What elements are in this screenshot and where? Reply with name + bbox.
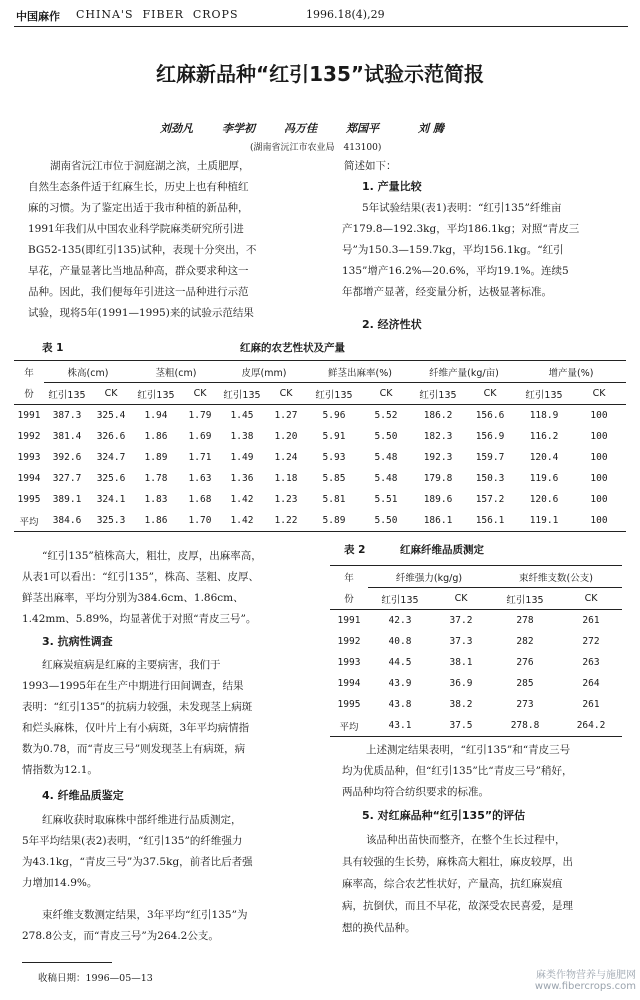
header-rule xyxy=(14,26,628,27)
author: 冯万佳 xyxy=(284,122,317,135)
table1-cell: 1.70 xyxy=(180,510,220,532)
table1-row xyxy=(14,405,626,427)
table1-cell: 5.85 xyxy=(322,473,346,484)
yield-line: 号”为150.3—159.7kg，平均156.1kg。“红引 xyxy=(342,244,564,256)
table1-subheader: CK xyxy=(464,383,516,405)
table1-cell: 157.2 xyxy=(475,494,505,505)
table2-year-cell: 1991 xyxy=(337,615,361,626)
table1-year-header: 份 xyxy=(14,383,44,405)
body-line: 5年平均结果(表2)表明，“红引135”的纤维强力 xyxy=(22,835,243,847)
table2-body xyxy=(330,610,622,737)
affiliation: (湖南省沅江市农业局 413100) xyxy=(250,143,382,153)
table2-cell: 263 xyxy=(582,657,600,668)
table1-cell: 384.6 xyxy=(44,510,90,532)
table1-cell: 189.6 xyxy=(423,494,453,505)
table1-group-label: 茎粗(cm) xyxy=(132,361,220,383)
table1-cell: 1.42 xyxy=(220,510,264,532)
table2-cell: 37.5 xyxy=(432,715,490,737)
table2-row xyxy=(330,694,622,715)
body-line: 想的换代品种。 xyxy=(342,922,416,934)
table1-cell: 119.1 xyxy=(516,510,572,532)
table1-cell: 327.7 xyxy=(52,473,82,484)
table1-group-label: 增产量(%) xyxy=(516,361,626,383)
table1-cell: 381.4 xyxy=(52,431,82,442)
table1-row xyxy=(14,468,626,489)
table1 xyxy=(14,360,626,532)
table1-year-cell: 1995 xyxy=(17,494,41,505)
table1-cell: 1.79 xyxy=(188,410,212,421)
table1-cell: 1.71 xyxy=(188,452,212,463)
table1-sub-header xyxy=(14,383,626,405)
body-line: 情指数为12.1。 xyxy=(22,764,98,776)
table2-year-header: 份 xyxy=(330,588,368,610)
table1-cell: 5.89 xyxy=(308,510,360,532)
body-line: 1.42mm、5.89%，均显著优于对照“青皮三号”。 xyxy=(22,613,257,625)
table1-cell: 324.7 xyxy=(96,452,126,463)
table1-label: 表 1 xyxy=(42,342,64,354)
table2-cell: 264 xyxy=(582,678,600,689)
table1-cell: 1.69 xyxy=(188,431,212,442)
issue-number: 1996.18(4),29 xyxy=(306,8,385,21)
table2-row xyxy=(330,610,622,632)
table1-cell: 150.3 xyxy=(475,473,505,484)
table1-row xyxy=(14,510,626,532)
running-header xyxy=(16,6,626,24)
table2-cell: 43.9 xyxy=(388,678,412,689)
table1-cell: 326.6 xyxy=(96,431,126,442)
table1-cell: 5.50 xyxy=(360,510,412,532)
table1-cell: 5.93 xyxy=(322,452,346,463)
author: 刘 腾 xyxy=(418,122,444,135)
section-heading-disease: 3. 抗病性调查 xyxy=(42,635,113,648)
author: 李学初 xyxy=(222,122,255,135)
table2-caption: 红麻纤维品质测定 xyxy=(400,544,484,556)
watermark-line: www.fibercrops.com xyxy=(534,981,636,992)
table1-subheader: CK xyxy=(572,383,626,405)
table2-cell: 276 xyxy=(516,657,534,668)
table2-subheader: CK xyxy=(560,588,622,610)
yield-line: 产179.8—192.3kg，平均186.1kg；对照“青皮三 xyxy=(342,223,580,235)
journal-title-en: CHINA'S FIBER CROPS xyxy=(76,8,239,21)
table1-group-header xyxy=(14,361,626,383)
body-line: 均为优质品种，但“红引135”比“青皮三号”稍好， xyxy=(342,765,573,777)
table2-cell: 261 xyxy=(582,699,600,710)
section-heading-fiber-quality: 4. 纤维品质鉴定 xyxy=(42,789,124,802)
table1-cell: 156.1 xyxy=(464,510,516,532)
table1-year-header: 年 xyxy=(14,361,44,383)
table2 xyxy=(330,565,622,737)
table1-year-cell: 1992 xyxy=(17,431,41,442)
table1-caption: 红麻的农艺性状及产量 xyxy=(240,342,345,354)
body-line: 数为0.78，而“青皮三号”则发现茎上有病斑，病 xyxy=(22,743,246,755)
table1-subheader: CK xyxy=(360,383,412,405)
author: 郑国平 xyxy=(346,122,379,135)
body-line: 红麻收获时取麻株中部纤维进行品质测定， xyxy=(42,814,242,826)
section-heading-yield: 1. 产量比较 xyxy=(362,180,422,193)
table2-cell: 43.8 xyxy=(388,699,412,710)
body-line: 上述测定结果表明，“红引135”和“青皮三号 xyxy=(366,744,571,756)
table1-subheader: CK xyxy=(180,383,220,405)
table1-cell: 1.38 xyxy=(230,431,254,442)
table2-cell: 261 xyxy=(582,615,600,626)
body-line: 表明：“红引135”的抗病力较强，未发现茎上病斑 xyxy=(22,701,253,713)
table2-cell: 43.1 xyxy=(368,715,432,737)
table1-cell: 392.6 xyxy=(52,452,82,463)
table2-row xyxy=(330,673,622,694)
received-date: 收稿日期：1996—05—13 xyxy=(38,973,153,984)
body-line: 红麻炭疽病是红麻的主要病害，我们于 xyxy=(42,659,221,671)
table2-cell: 37.3 xyxy=(449,636,473,647)
intro-continuation: 简述如下： xyxy=(344,160,397,172)
table1-cell: 120.4 xyxy=(529,452,559,463)
table1-cell: 1.86 xyxy=(132,510,180,532)
table2-group-label: 纤维强力(kg/g) xyxy=(368,566,490,588)
table2-row xyxy=(330,631,622,652)
section-heading-evaluation: 5. 对红麻品种“红引135”的评估 xyxy=(362,809,526,822)
table1-subheader: 红引135 xyxy=(132,383,180,405)
table2-subheader: CK xyxy=(432,588,490,610)
table1-cell: 1.83 xyxy=(144,494,168,505)
table1-year-cell: 1991 xyxy=(17,410,41,421)
table2-row xyxy=(330,652,622,673)
table1-cell: 100 xyxy=(590,473,608,484)
table1-cell: 116.2 xyxy=(529,431,559,442)
table1-cell: 1.27 xyxy=(274,410,298,421)
table2-cell: 264.2 xyxy=(560,715,622,737)
table1-cell: 5.91 xyxy=(322,431,346,442)
table1-group-label: 鲜茎出麻率(%) xyxy=(308,361,412,383)
body-line: 束纤维支数测定结果，3年平均“红引135”为 xyxy=(42,909,248,921)
table1-row xyxy=(14,489,626,510)
table1-cell: 118.9 xyxy=(529,410,559,421)
yield-line: 135”增产16.2%—20.6%，平均19.1%。连续5 xyxy=(342,265,569,277)
table2-year-cell: 1994 xyxy=(337,678,361,689)
body-line: 具有较强的生长势，麻株高大粗壮，麻皮较厚，出 xyxy=(342,856,573,868)
table2-group-header xyxy=(330,566,622,588)
body-line: 1993—1995年在生产中期进行田间调查，结果 xyxy=(22,680,244,692)
table1-cell: 5.51 xyxy=(374,494,398,505)
table1-cell: 1.89 xyxy=(144,452,168,463)
table2-year-cell: 1995 xyxy=(337,699,361,710)
intro-line: 品种。因此，我们便每年引进这一品种进行示范 xyxy=(28,286,249,298)
table2-subheader: 红引135 xyxy=(368,588,432,610)
table1-cell: 1.86 xyxy=(144,431,168,442)
watermark-line: 麻类作物营养与施肥网 xyxy=(536,970,636,981)
table1-cell: 1.49 xyxy=(230,452,254,463)
table1-cell: 186.2 xyxy=(423,410,453,421)
table1-row xyxy=(14,426,626,447)
body-line: 为43.1kg，“青皮三号”为37.5kg，前者比后者强 xyxy=(22,856,253,868)
watermark xyxy=(506,966,636,992)
intro-line: 试验，现将5年(1991—1995)来的试验示范结果 xyxy=(28,307,254,319)
table2-cell: 278 xyxy=(516,615,534,626)
author: 刘劲凡 xyxy=(160,122,193,135)
table2-cell: 38.2 xyxy=(449,699,473,710)
table1-cell: 159.7 xyxy=(475,452,505,463)
table1-cell: 1.45 xyxy=(230,410,254,421)
table2-cell: 37.2 xyxy=(449,615,473,626)
article-title: 红麻新品种“红引135”试验示范简报 xyxy=(155,62,485,86)
table1-cell: 325.6 xyxy=(96,473,126,484)
body-line: 从表1可以看出：“红引135”，株高、茎粗、皮厚、 xyxy=(22,571,259,583)
table2-cell: 273 xyxy=(516,699,534,710)
table1-subheader: 红引135 xyxy=(220,383,264,405)
table1-cell: 120.6 xyxy=(529,494,559,505)
table1-cell: 100 xyxy=(590,410,608,421)
table2-label: 表 2 xyxy=(344,544,366,556)
body-line: 和烂头麻株，仅叶片上有小病斑，3年平均病情指 xyxy=(22,722,250,734)
table1-year-cell: 1994 xyxy=(17,473,41,484)
body-line: 278.8公支，而“青皮三号”为264.2公支。 xyxy=(22,930,219,942)
table1-group-label: 皮厚(mm) xyxy=(220,361,308,383)
table1-cell: 156.9 xyxy=(475,431,505,442)
table2-subheader: 红引135 xyxy=(490,588,560,610)
table2-row xyxy=(330,715,622,737)
table2-cell: 285 xyxy=(516,678,534,689)
table1-cell: 325.3 xyxy=(90,510,132,532)
table1-subheader: 红引135 xyxy=(44,383,90,405)
body-line: 鲜茎出麻率，平均分别为384.6cm、1.86cm、 xyxy=(22,592,244,604)
table1-cell: 186.1 xyxy=(412,510,464,532)
table1-group-label: 纤维产量(kg/亩) xyxy=(412,361,516,383)
intro-line: 自然生态条件适于红麻生长，历史上也有种植红 xyxy=(28,181,249,193)
yield-line: 年都增产显著，经变量分析，达极显著标准。 xyxy=(342,286,552,298)
table2-cell: 38.1 xyxy=(449,657,473,668)
table1-cell: 1.68 xyxy=(188,494,212,505)
body-line: 两品种均符合纺织要求的标准。 xyxy=(342,786,489,798)
table2-cell: 282 xyxy=(516,636,534,647)
table1-cell: 1.18 xyxy=(274,473,298,484)
body-line: 该品种出苗快而整齐，在整个生长过程中， xyxy=(366,834,566,846)
table1-cell: 5.48 xyxy=(374,452,398,463)
body-line: 力增加14.9%。 xyxy=(22,877,98,889)
table1-cell: 182.3 xyxy=(423,431,453,442)
intro-line: 麻的习惯。为了鉴定出适于我市种植的新品种， xyxy=(28,202,249,214)
table2-cell: 272 xyxy=(582,636,600,647)
section-heading-economic: 2. 经济性状 xyxy=(362,318,422,331)
intro-line: 1991年我们从中国农业科学院麻类研究所引进 xyxy=(28,223,244,235)
table1-cell: 100 xyxy=(590,494,608,505)
table2-cell: 278.8 xyxy=(490,715,560,737)
table1-cell: 1.20 xyxy=(274,431,298,442)
table1-cell: 119.6 xyxy=(529,473,559,484)
table1-cell: 156.6 xyxy=(475,410,505,421)
table1-cell: 1.36 xyxy=(230,473,254,484)
table1-cell: 100 xyxy=(572,510,626,532)
table2-group-label: 束纤维支数(公支) xyxy=(490,566,622,588)
table2-cell: 42.3 xyxy=(388,615,412,626)
table1-cell: 387.3 xyxy=(52,410,82,421)
table1-subheader: 红引135 xyxy=(412,383,464,405)
table2-cell: 40.8 xyxy=(388,636,412,647)
table1-cell: 5.52 xyxy=(374,410,398,421)
table1-cell: 1.42 xyxy=(230,494,254,505)
table1-cell: 192.3 xyxy=(423,452,453,463)
table1-cell: 1.22 xyxy=(264,510,308,532)
table1-cell: 100 xyxy=(590,452,608,463)
table1-cell: 1.63 xyxy=(188,473,212,484)
intro-line: BG52-135(即红引135)试种，表现十分突出，不 xyxy=(28,244,257,256)
table1-cell: 324.1 xyxy=(96,494,126,505)
intro-line: 早花，产量显著比当地品种高，群众要求种这一 xyxy=(28,265,249,277)
table1-cell: 5.96 xyxy=(322,410,346,421)
table2-cell: 44.5 xyxy=(388,657,412,668)
table1-cell: 1.94 xyxy=(144,410,168,421)
yield-line: 5年试验结果(表1)表明：“红引135”纤维亩 xyxy=(362,202,562,214)
table1-cell: 1.23 xyxy=(274,494,298,505)
table2-year-cell: 平均 xyxy=(330,715,368,737)
journal-title-cn: 中国麻作 xyxy=(16,10,60,23)
table1-subheader: CK xyxy=(90,383,132,405)
table2-cell: 36.9 xyxy=(449,678,473,689)
table1-year-cell: 平均 xyxy=(14,510,44,532)
table2-sub-header xyxy=(330,588,622,610)
table1-subheader: CK xyxy=(264,383,308,405)
table1-cell: 5.81 xyxy=(322,494,346,505)
table1-cell: 325.4 xyxy=(96,410,126,421)
table1-cell: 5.50 xyxy=(374,431,398,442)
table1-cell: 1.78 xyxy=(144,473,168,484)
table1-group-label: 株高(cm) xyxy=(44,361,132,383)
body-line: 麻率高，综合农艺性状好，产量高，抗红麻炭疽 xyxy=(342,878,563,890)
table1-subheader: 红引135 xyxy=(516,383,572,405)
table1-cell: 1.24 xyxy=(274,452,298,463)
table1-row xyxy=(14,447,626,468)
intro-line: 湖南省沅江市位于洞庭湖之滨，土质肥厚， xyxy=(50,160,250,172)
table1-body xyxy=(14,405,626,532)
footnote-rule xyxy=(22,962,112,963)
table1-cell: 389.1 xyxy=(52,494,82,505)
table1-cell: 5.48 xyxy=(374,473,398,484)
body-line: 病，抗倒伏，而且不早花，故深受农民喜爱，是理 xyxy=(342,900,573,912)
table1-subheader: 红引135 xyxy=(308,383,360,405)
body-line: “红引135”植株高大，粗壮，皮厚，出麻率高， xyxy=(42,550,262,562)
table2-year-cell: 1993 xyxy=(337,657,361,668)
table2-year-cell: 1992 xyxy=(337,636,361,647)
table1-cell: 179.8 xyxy=(423,473,453,484)
table1-cell: 100 xyxy=(590,431,608,442)
table1-year-cell: 1993 xyxy=(17,452,41,463)
table2-year-header: 年 xyxy=(330,566,368,588)
